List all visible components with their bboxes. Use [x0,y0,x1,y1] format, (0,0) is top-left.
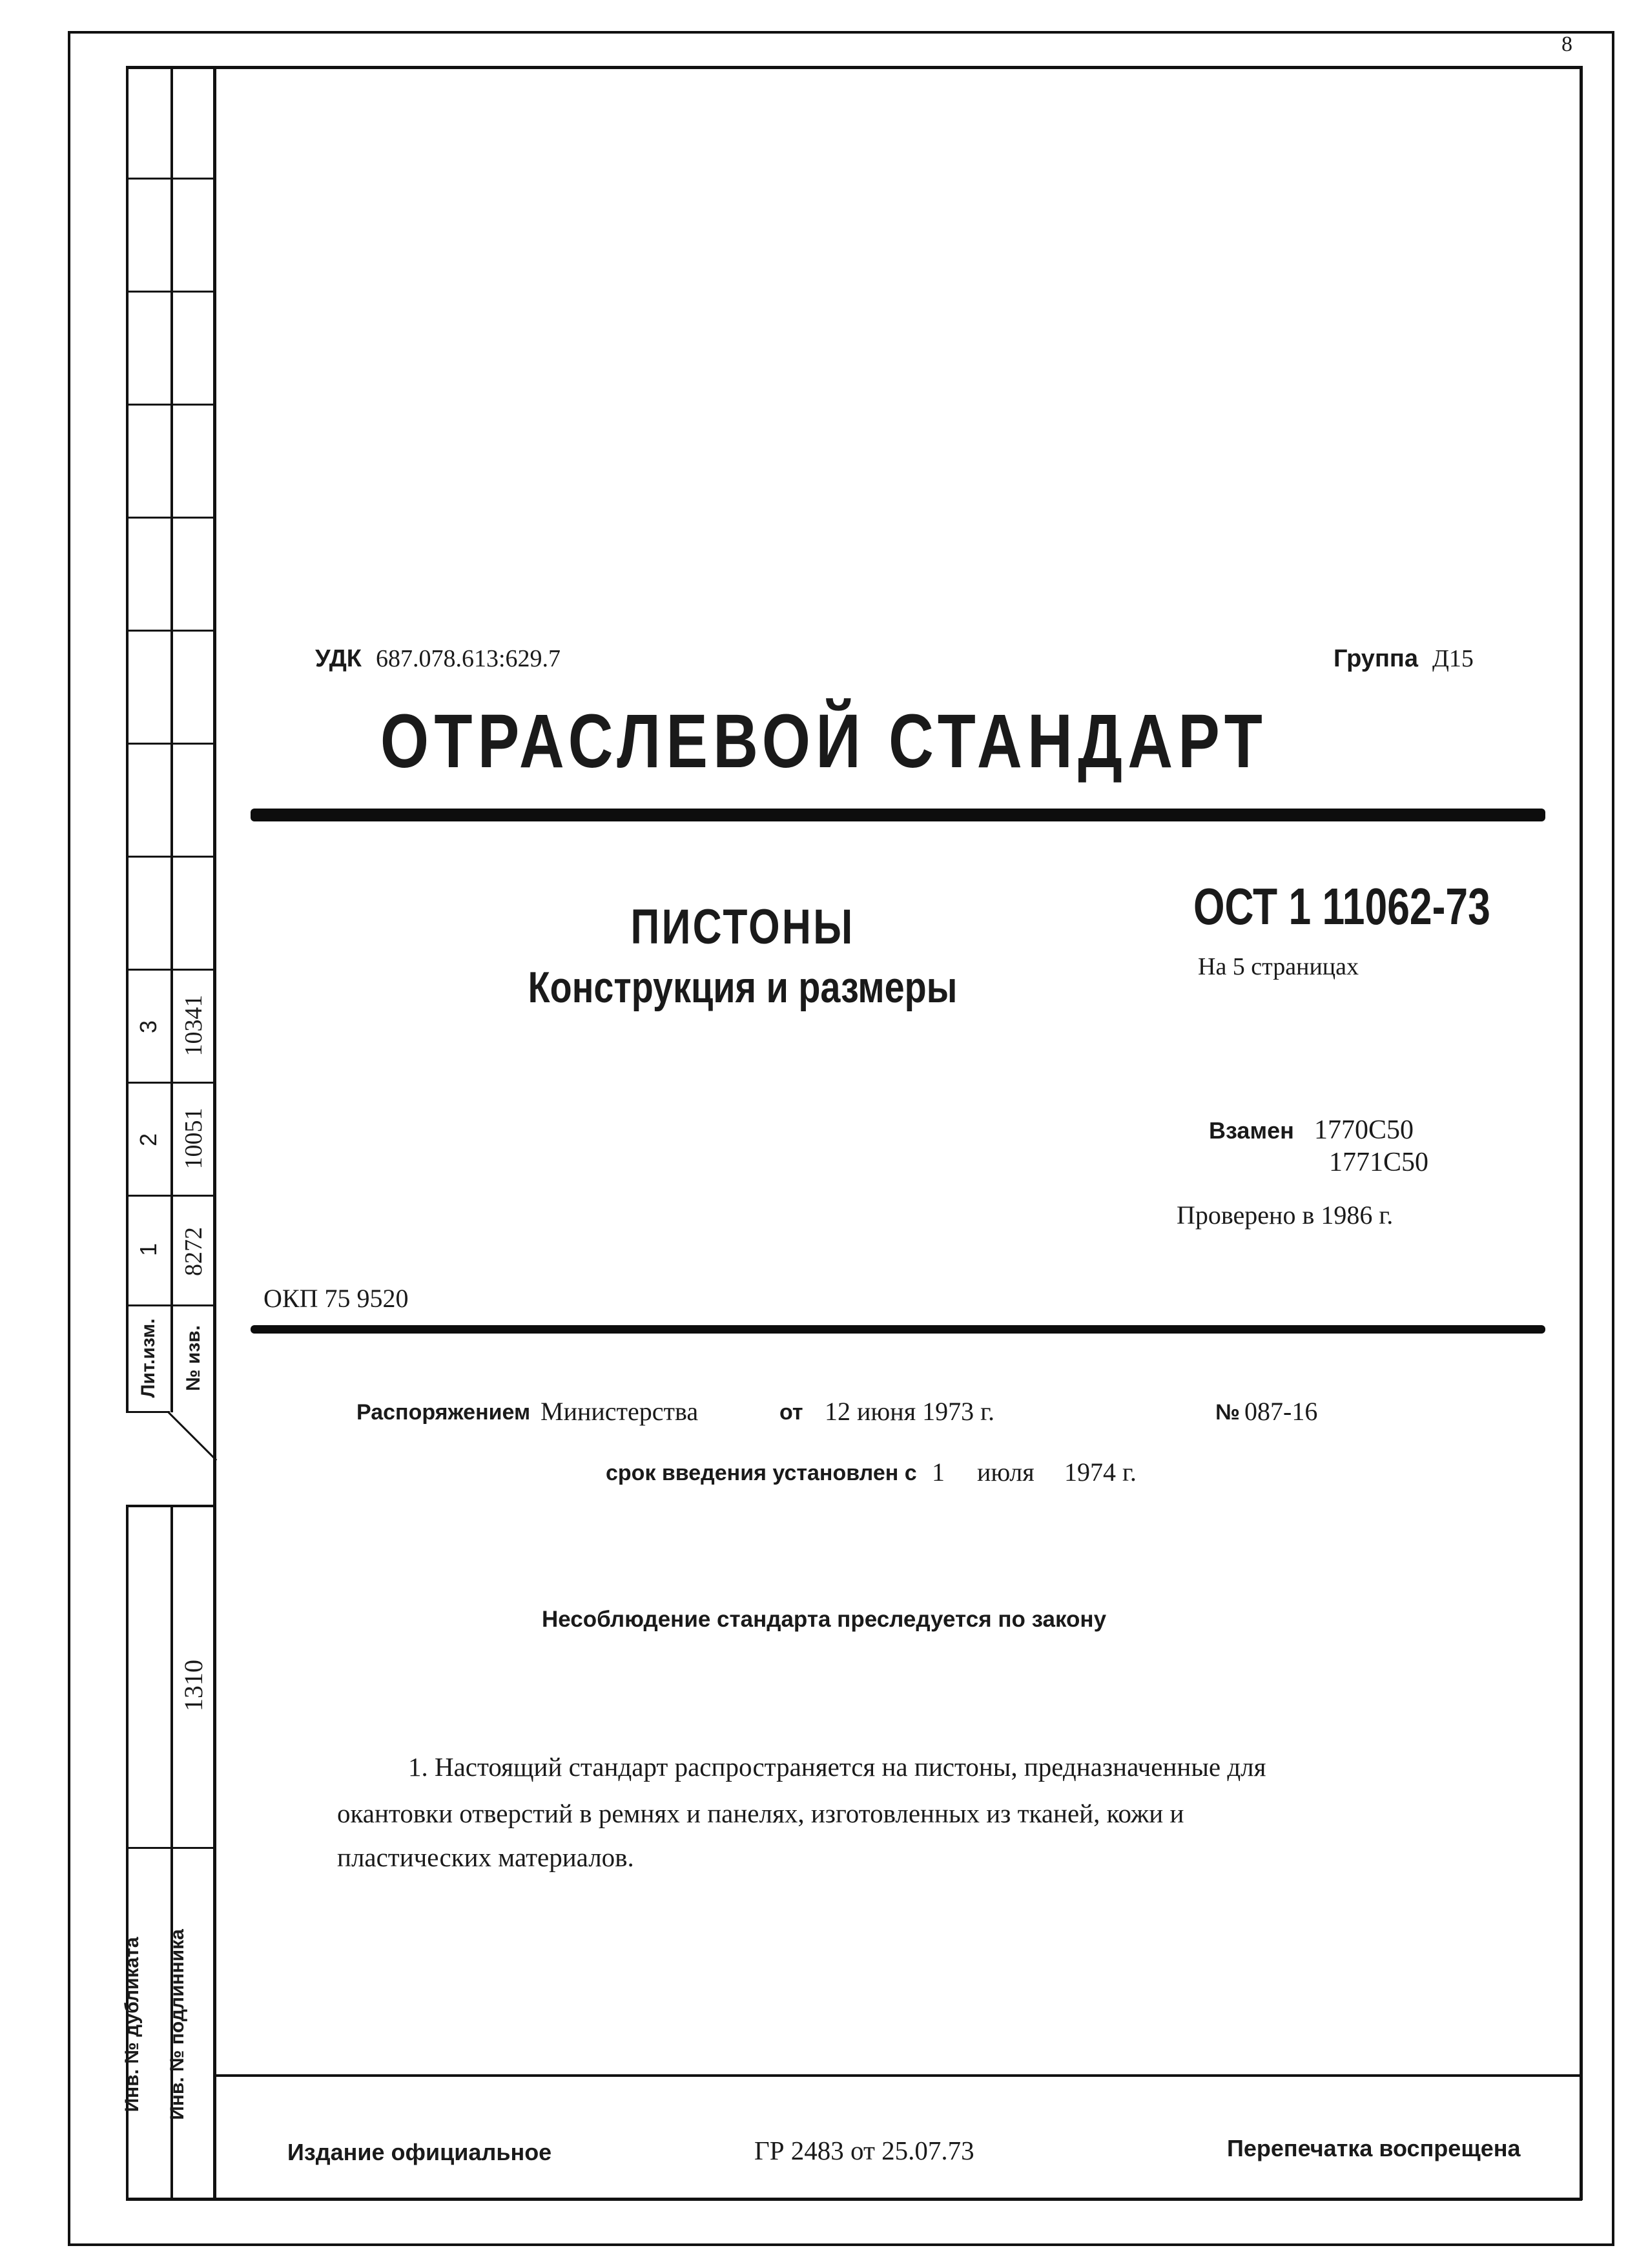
title-rule [251,809,1545,821]
stamp-lit-1: 1 [135,1242,161,1257]
footer-gr: ГР 2483 от 25.07.73 [754,2136,974,2165]
okp-code: ОКП 75 9520 [263,1284,409,1313]
effective-month: июля [977,1458,1035,1487]
warning-text: Несоблюдение стандарта преследуется по закону [541,1607,1107,1632]
stamp-col-line-3 [213,66,216,2200]
stamp-num-label: № изв. [183,1325,204,1391]
group-value: Д15 [1432,645,1474,672]
stamp-diagonal [168,1412,217,1461]
udk-line [315,644,561,673]
stamp2-mid [126,1847,215,1849]
stamp-row-line [126,969,215,971]
outer-frame-bottom [68,2243,1614,2246]
footer-divider [213,2074,1582,2077]
order-by: Министерства [541,1397,699,1426]
effective-year: 1974 г. [1064,1458,1137,1487]
footer-reprint: Перепечатка воспрещена [1227,2135,1521,2161]
outer-frame-top [68,31,1614,34]
stamp-row-line [126,630,215,632]
effective-day: 1 [932,1458,945,1487]
stamp-row-line [126,1195,215,1197]
body-line-2: окантовки отверстий в ремнях и панелях, изготовленных из тканей, кожи и [337,1799,1184,1828]
replaces-item-2: 1771С50 [1329,1148,1429,1177]
stamp-row-line [126,291,215,293]
stamp-row-line [126,1304,215,1306]
stamp-col-line-1 [126,66,129,1412]
group-label: Группа [1334,645,1418,672]
product-name: ПИСТОНЫ [630,900,855,954]
order-label: Распоряжением [356,1400,531,1425]
stamp-lit-label: Лит.изм. [138,1318,159,1398]
footer-edition: Издание официальное [287,2139,552,2165]
inner-frame-right [1580,66,1583,2200]
stamp-row-line [126,404,215,406]
stamp-num-2: 10051 [180,1108,207,1170]
replaces-label: Взамен [1209,1117,1294,1144]
order-date-label: от [779,1400,803,1425]
body-line-3: пластических материалов. [337,1842,634,1872]
group-line [1334,644,1474,673]
stamp-dup-label: Инв. № дубликата [121,1937,143,2112]
order-date: 12 июня 1973 г. [825,1397,994,1426]
order-num-label: № [1215,1400,1240,1425]
body-line-1: 1. Настоящий стандарт распространяется на пистоны, предназначенные для [408,1752,1266,1782]
stamp-row-line [126,1082,215,1084]
ost-pages: На 5 страницах [1198,953,1359,980]
outer-frame-left [68,31,70,2246]
stamp-row-line [126,178,215,180]
stamp-lit-3: 3 [135,1020,161,1034]
stamp-row-line [126,856,215,858]
stamp-orig-value: 1310 [179,1660,208,1711]
page-number: 8 [1561,32,1572,56]
document-title: ОТРАСЛЕВОЙ СТАНДАРТ [380,699,1268,784]
order-num: 087-16 [1244,1397,1318,1426]
udk-label: УДК [315,645,362,672]
product-subtitle: Конструкция и размеры [528,963,958,1012]
ost-number: ОСТ 1 11062-73 [1193,878,1490,935]
stamp-row-line [126,1411,170,1413]
replaces-item-1: 1770С50 [1314,1115,1414,1145]
effective-label: срок введения установлен с [606,1461,917,1485]
inner-frame-bottom [126,2198,1582,2201]
stamp-num-1: 8272 [180,1227,207,1276]
checked-note: Проверено в 1986 г. [1177,1201,1394,1230]
inner-frame-top [126,66,1582,69]
stamp-num-3: 10341 [180,995,207,1057]
outer-frame-right [1612,31,1614,2246]
stamp-lit-2: 2 [135,1133,161,1147]
stamp-orig-label: Инв. № подлинника [167,1929,188,2120]
okp-rule [251,1325,1545,1334]
stamp-row-line [126,517,215,519]
udk-value: 687.078.613:629.7 [375,645,561,672]
